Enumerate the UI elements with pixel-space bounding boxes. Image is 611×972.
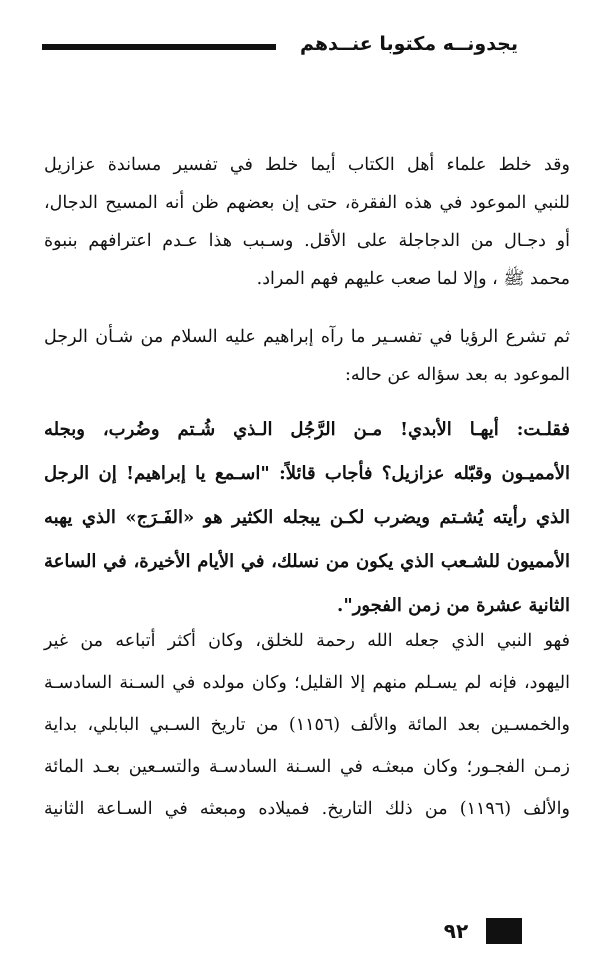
text-line: زمـن الفجـور؛ وكان مبعثـه في السـنة السادسـة والتسـعين بعـد المائة: [44, 757, 570, 777]
text-line: الأمميون للشـعب الذي يكون من نسلك، في الأيام الأخيرة، في الساعة: [44, 551, 570, 572]
text-line: فقلـت: أيهـا الأبدي! مـن الرَّجُل الـذي شُـتم وضُرب، وبجله: [44, 419, 570, 440]
paragraph-1: [44, 146, 570, 298]
paragraph-4: [44, 620, 570, 830]
text-line: للنبي الموعود في هذه الفقرة، حتى إن بعضهم ظن أنه المسيح الدجال،: [44, 193, 570, 213]
text-line: اليهود، فإنه لم يسـلم منهم إلا القليل؛ وكان مولده في السـنة السادسـة: [44, 673, 570, 693]
text-line: الموعود به بعد سؤاله عن حاله:: [345, 365, 570, 385]
text-line: فهو النبي الذي جعله الله رحمة للخلق، وكان أكثر أتباعه من غير: [44, 631, 570, 651]
book-title: يجدونــه مكتوبا عنــدهم: [299, 33, 518, 55]
page-number: ٩٢: [443, 919, 469, 943]
text-line: الأمميـون وقبّله عزازيل؟ فأجاب قائلاً: "اسـمع يا إبراهيم! إن الرجل: [44, 463, 570, 484]
running-header: [42, 30, 518, 60]
text-line: الذي رأيته يُشـتم ويضرب لكـن يبجله الكثير هو «الفَـرَج» الذي يهبه: [44, 507, 570, 528]
text-line: وقد خلط علماء أهل الكتاب أيما خلط في تفسير مساندة عزازيل: [44, 155, 570, 175]
quoted-passage: [44, 408, 570, 628]
text-line: الثانية عشرة من زمن الفجور".: [337, 595, 570, 616]
text-line: ثم تشرع الرؤيا في تفسـير ما رآه إبراهيم عليه السلام من شـأن الرجل: [44, 327, 570, 347]
footer-marker: [486, 918, 522, 944]
text-line: محمد ﷺ ، وإلا لما صعب عليهم فهم المراد.: [256, 269, 570, 289]
header-rule: [42, 44, 276, 50]
text-line: والألف (١١٩٦) من ذلك التاريخ. فميلاده ومبعثه في السـاعة الثانية: [44, 799, 570, 819]
text-line: والخمسـين بعد المائة والألف (١١٥٦) من تاريخ السـبي البابلي، بداية: [44, 715, 570, 735]
text-line: أو دجـال من الدجاجلة على الأقل. وسـبب هذا عـدم اعترافهم بنبوة: [44, 231, 570, 251]
page-footer: [436, 918, 526, 946]
paragraph-2: [44, 318, 570, 394]
